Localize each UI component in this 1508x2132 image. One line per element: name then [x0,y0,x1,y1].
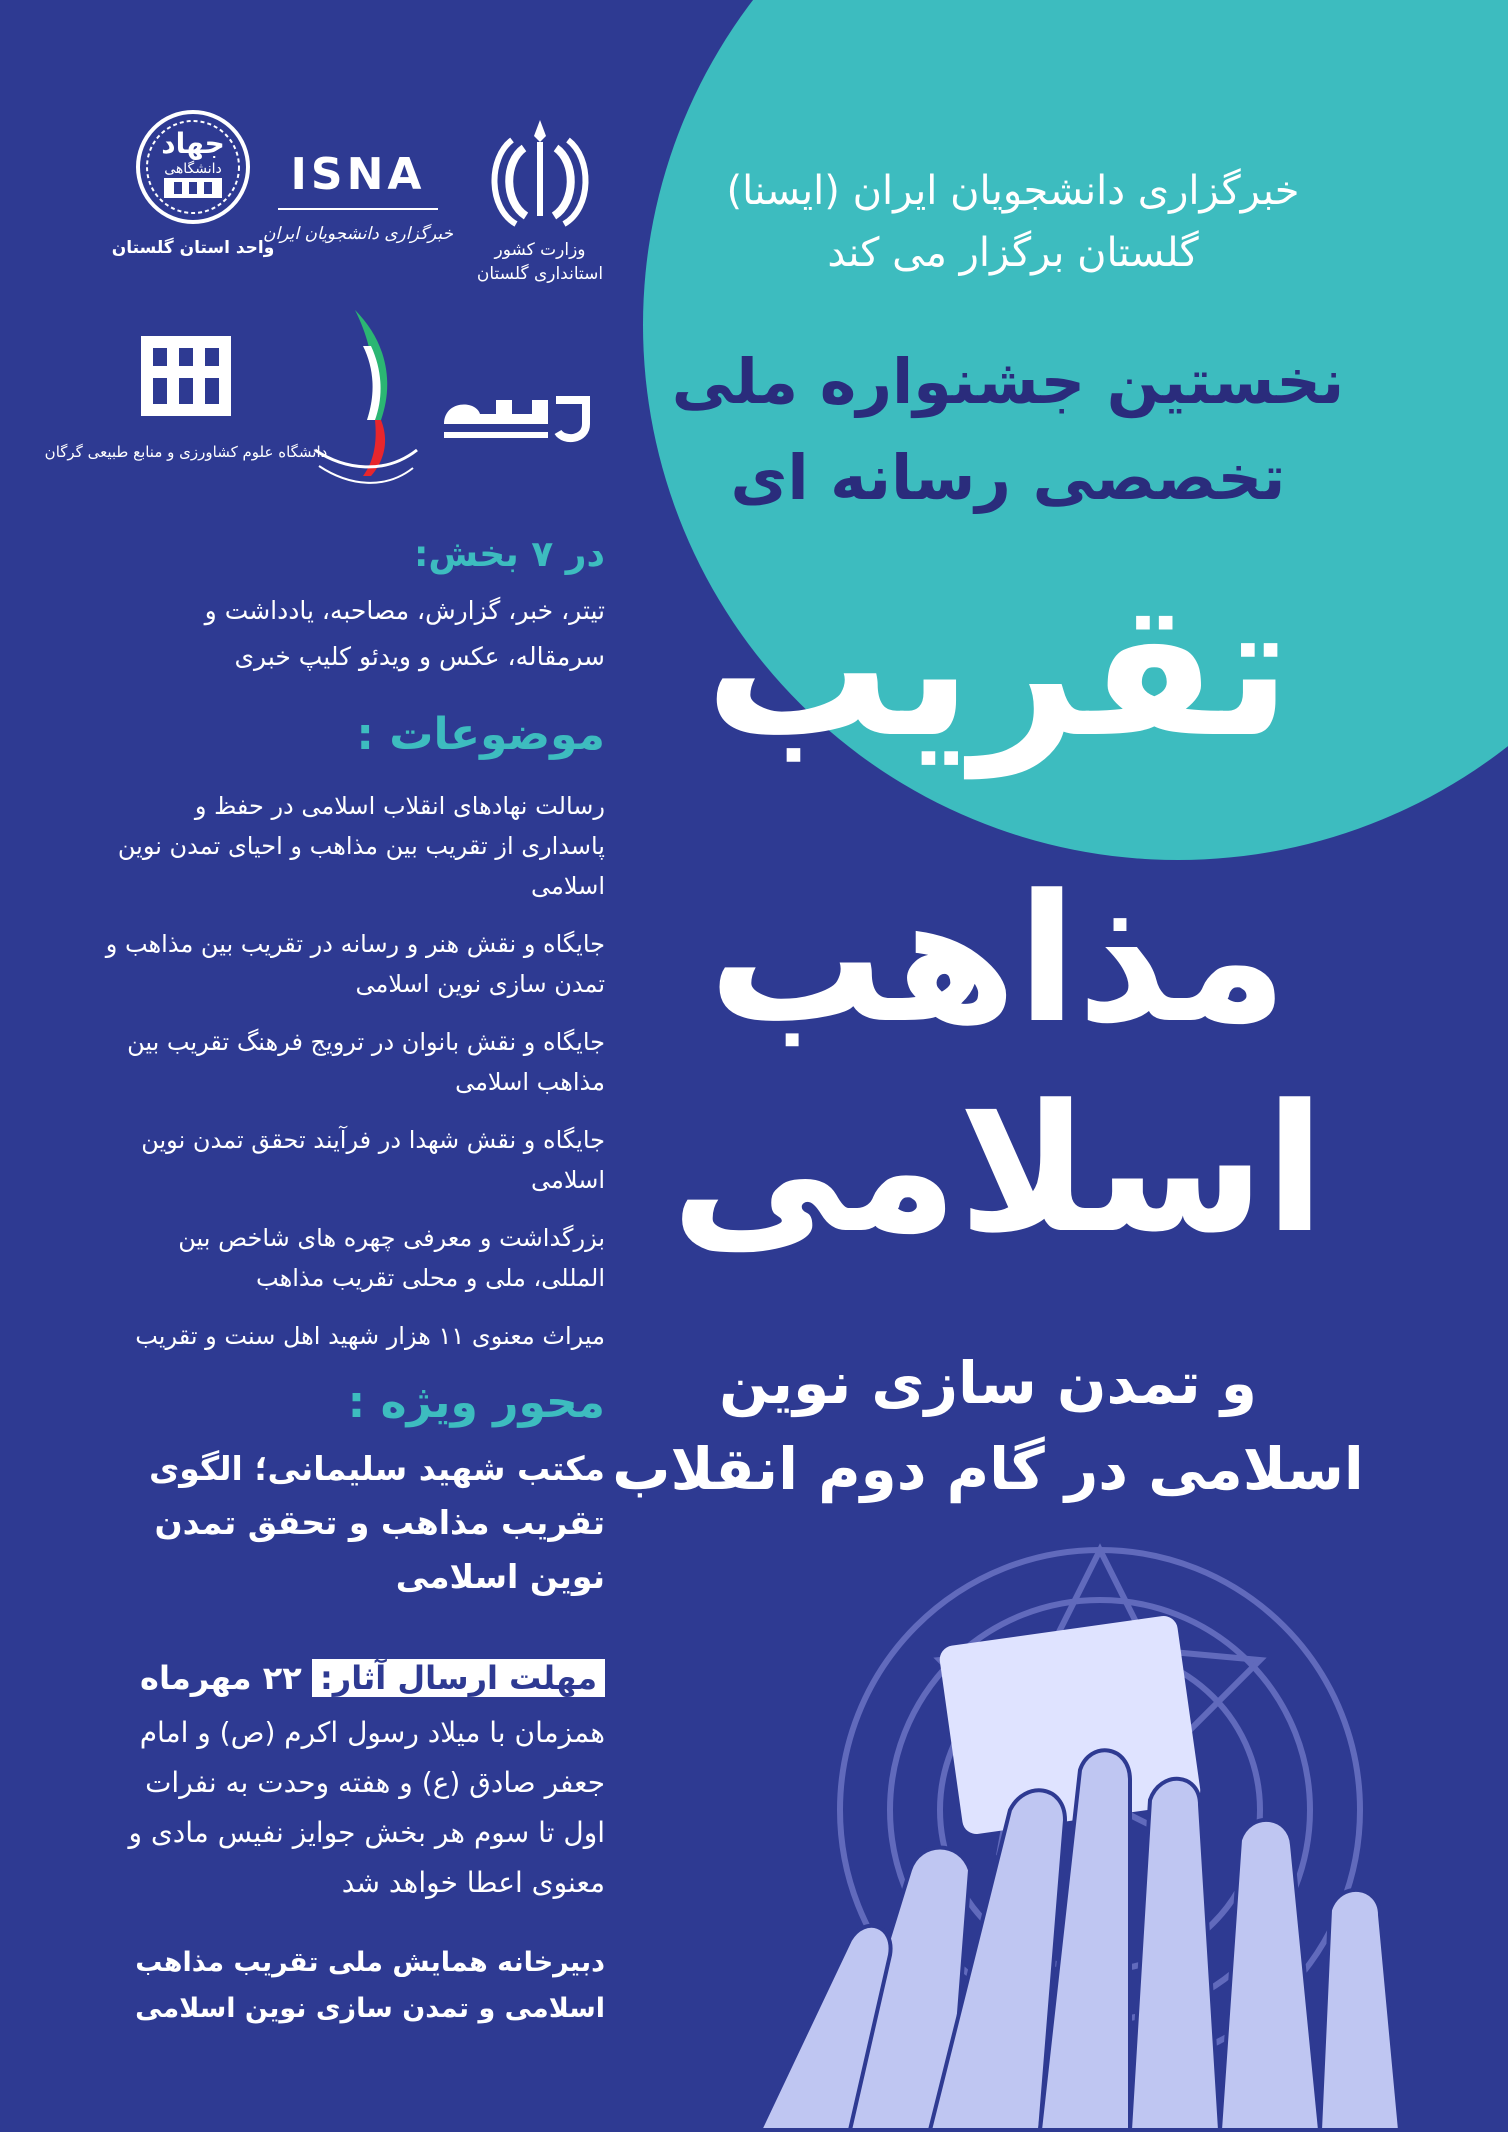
topics-heading: موضوعات : [356,709,605,760]
festival-line-2: تخصصی رسانه ای [730,441,1286,514]
ministry-caption-1: وزارت کشور [494,240,586,260]
deadline-label: مهلت ارسال آثار: [312,1659,605,1697]
main-title-line-3: اسلامی [670,1067,1326,1272]
jahad-title: جهاد [161,127,225,160]
jahad-logo [111,108,275,260]
special-text: مکتب شهید سلیمانی؛ الگوی تقریب مذاهب و تحقق تمدن نوین اسلامی [149,1449,605,1596]
university-logo-icon [131,326,241,426]
ministry-caption-2: استانداری گلستان [476,264,604,284]
special-block [105,1370,605,1604]
special-heading: محور ویژه : [347,1377,605,1428]
festival-logo [300,300,430,500]
festival-line-1: نخستین جشنواره ملی [671,345,1345,418]
seraj-logo-icon [436,380,596,450]
sections-heading: در ۷ بخش: [414,534,605,575]
ministry-logo [470,112,610,286]
seraj-logo [436,380,596,450]
topic-item: رسالت نهادهای انقلاب اسلامی در حفظ و پاسداری از تقریب بین مذاهب و احیای تمدن نوین اسلامی [117,792,605,900]
deadline-block [105,1652,605,1908]
topic-item: بزرگداشت و معرفی چهره های شاخص بین المللی، ملی و محلی تقریب مذاهب [178,1224,605,1292]
topic-item: جایگاه و نقش بانوان در ترویج فرهنگ تقریب بین مذاهب اسلامی [127,1028,605,1096]
subtitle-line-1: و تمدن سازی نوین [719,1349,1257,1417]
sections-text: تیتر، خبر، گزارش، مصاحبه، یادداشت و سرمقاله، عکس و ویدئو کلیپ خبری [204,596,605,671]
topic-item: جایگاه و نقش شهدا در فرآیند تحقق تمدن نوین اسلامی [141,1126,605,1194]
topic-item: میراث معنوی ۱۱ هزار شهید اهل سنت و تقریب [135,1322,605,1350]
jahad-caption: واحد استان گلستان [111,238,275,258]
main-title-line-2: مذاهب [708,857,1288,1062]
sections-block [105,530,605,680]
header-line-1: خبرگزاری دانشجویان ایران (ایسنا) [726,168,1300,214]
topic-item: جایگاه و نقش هنر و رسانه در تقریب بین مذاهب و تمدن سازی نوین اسلامی [105,930,605,998]
unity-hands-illustration [680,1510,1500,2130]
footer-block [105,1940,605,2032]
university-logo [44,326,328,464]
deadline-text: همزمان با میلاد رسول اکرم (ص) و امام جعفر صادق (ع) و هفته وحدت به نفرات اول تا سوم هر بخش جوایز نفیس مادی و معنوی اعطا خواهد شد [128,1716,605,1899]
isna-logo [263,149,453,246]
isna-caption: خبرگزاری دانشجویان ایران [263,224,453,244]
footer-text: دبیرخانه همایش ملی تقریب مذاهب اسلامی و تمدن سازی نوین اسلامی [135,1947,605,2024]
deadline-date: ۲۲ مهرماه [140,1659,302,1697]
isna-logo-icon: ISNA [290,149,426,200]
festival-title [608,334,1408,526]
topics-block [105,700,605,1374]
main-title-line-1: تقریب [704,561,1292,778]
subtitle [548,1340,1428,1512]
iran-emblem-icon [480,112,600,230]
header [623,160,1403,284]
isna-divider [278,208,438,210]
subtitle-line-2: اسلامی در گام دوم انقلاب [612,1435,1364,1503]
header-line-2: گلستان برگزار می کند [827,230,1199,276]
festival-flag-logo-icon [305,300,425,500]
jahad-subtitle: دانشگاهی [164,161,222,177]
university-caption: دانشگاه علوم کشاورزی و منابع طبیعی گرگان [44,443,328,461]
